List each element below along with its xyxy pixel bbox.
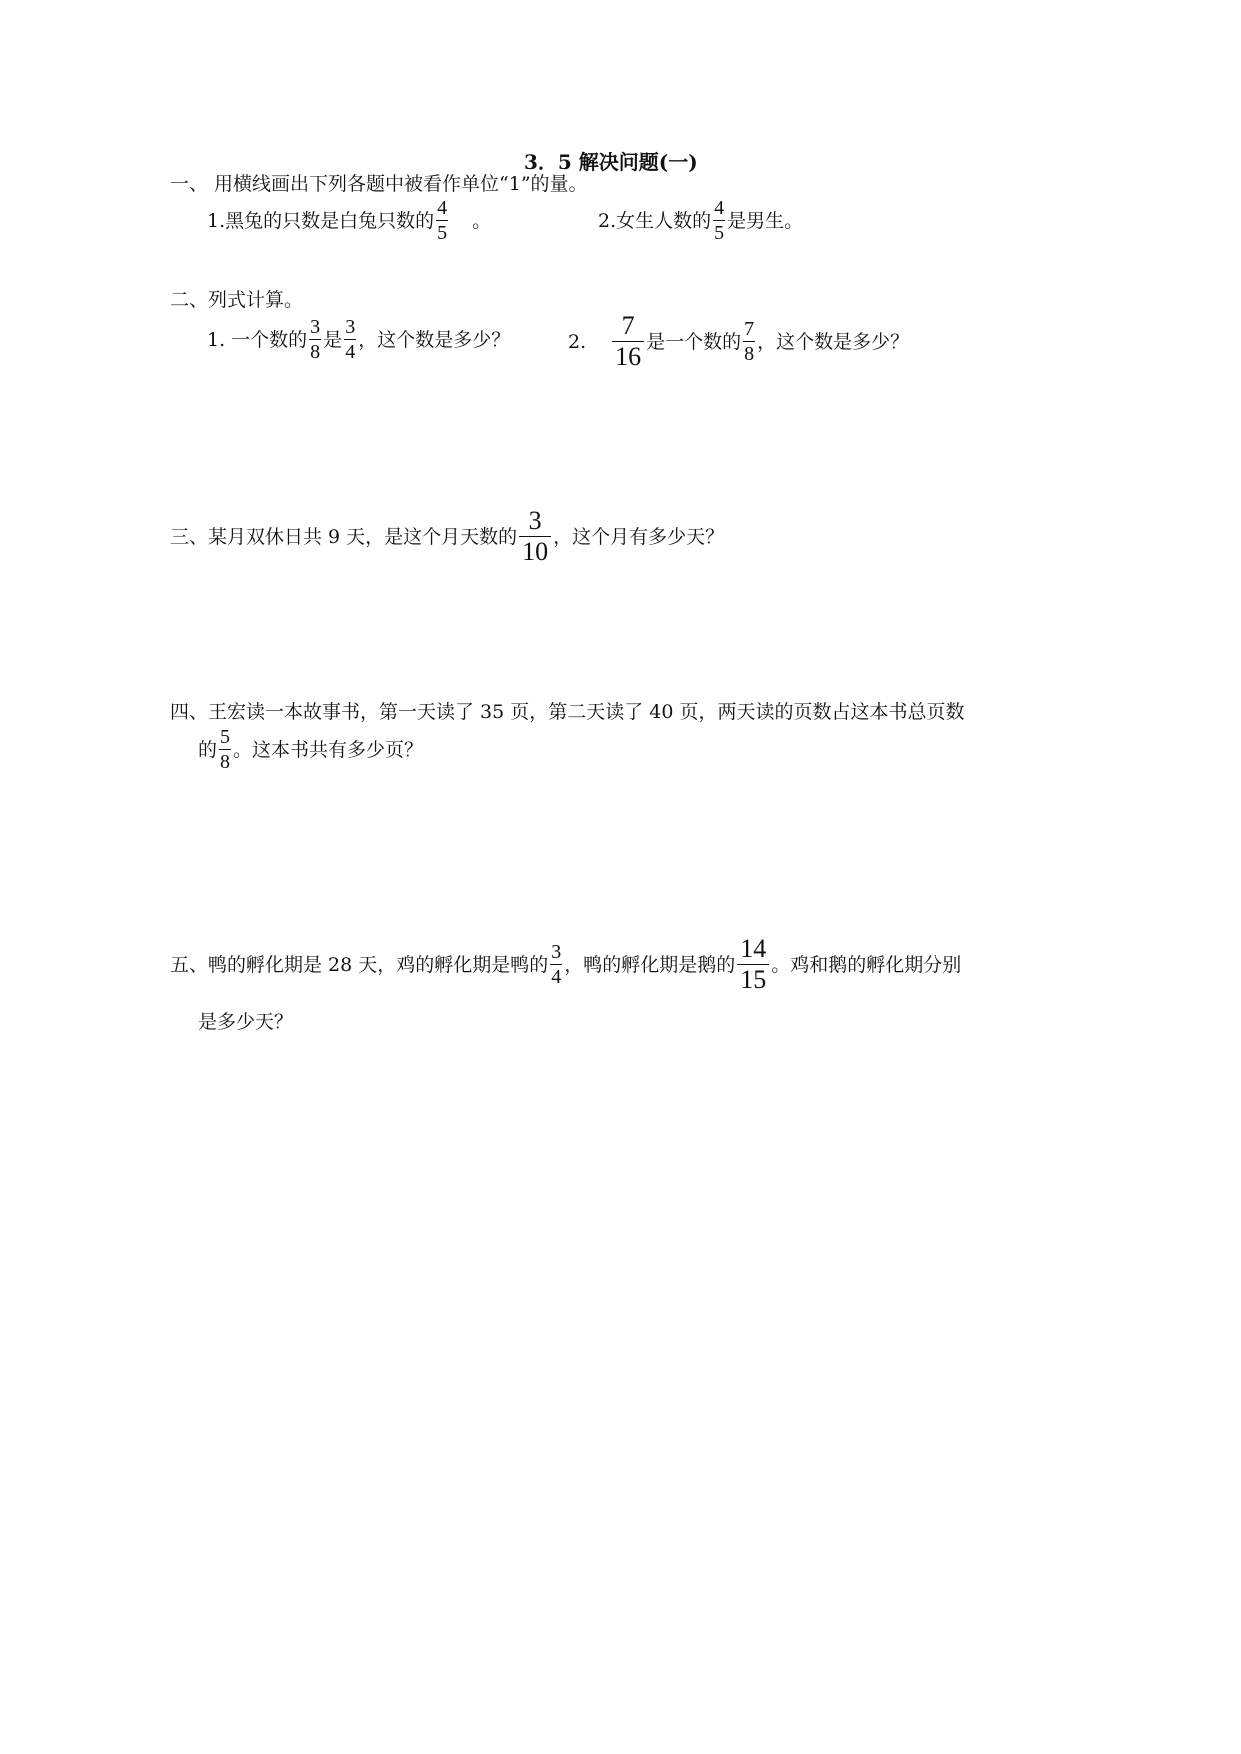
fraction-bar <box>713 220 725 221</box>
section-4-question-line-2 <box>198 726 423 773</box>
section-1-question-2 <box>598 197 803 244</box>
question-text: ，这个数是多少？ <box>757 330 910 353</box>
fraction <box>713 197 725 244</box>
fraction-denominator: 8 <box>310 341 321 363</box>
fraction <box>737 935 769 994</box>
fraction-numerator: 4 <box>437 197 448 219</box>
fraction-numerator: 14 <box>740 934 767 963</box>
fraction-numerator: 3 <box>551 941 562 963</box>
fraction-denominator: 4 <box>345 341 356 363</box>
question-text: 是 <box>323 328 343 351</box>
question-text: 2. <box>568 330 587 353</box>
fraction-denominator: 16 <box>615 342 642 371</box>
fraction <box>219 726 231 773</box>
fraction-denominator: 4 <box>551 966 562 988</box>
fraction <box>519 507 551 566</box>
question-text: 三、某月双休日共 9 天，是这个月天数的 <box>170 525 518 548</box>
question-text: 是男生。 <box>727 209 804 232</box>
page-title <box>524 150 698 174</box>
fraction <box>436 197 448 244</box>
fraction <box>612 312 644 371</box>
fraction-numerator: 7 <box>621 311 635 340</box>
fraction-numerator: 3 <box>528 506 542 535</box>
fraction-denominator: 5 <box>714 222 725 244</box>
page-title-text: 3．5 解决问题(一) <box>524 150 698 174</box>
fraction-numerator: 7 <box>744 318 755 340</box>
section-3-question <box>170 507 724 566</box>
question-text: 四、王宏读一本故事书，第一天读了 35 页，第二天读了 40 页，两天读的页数占这本书总页数 <box>170 701 965 723</box>
question-text: 1.黑兔的只数是白兔只数的 <box>207 209 435 232</box>
section-2-heading <box>170 288 303 312</box>
section-2-question-2 <box>568 312 909 371</box>
fraction-denominator: 5 <box>437 222 448 244</box>
fraction-bar <box>743 341 755 342</box>
section-5-question-line-2 <box>198 1010 293 1034</box>
question-text: 五、鸭的孵化期是 28 天，鸡的孵化期是鸭的 <box>170 953 549 976</box>
fraction-bar <box>550 964 562 965</box>
fraction <box>550 941 562 988</box>
section-1-heading <box>170 172 588 196</box>
section-4-question-line-1 <box>170 700 965 724</box>
fraction-bar <box>436 220 448 221</box>
section-2-question-1 <box>207 316 510 363</box>
fraction-bar <box>309 339 321 340</box>
question-text: 1. 一个数的 <box>207 328 308 351</box>
question-text: ，这个月有多少天？ <box>553 525 725 548</box>
fraction-numerator: 3 <box>310 316 321 338</box>
question-text: 的 <box>198 738 218 761</box>
fraction-numerator: 4 <box>714 197 725 219</box>
section-5-question-line-1 <box>170 935 961 994</box>
question-text: ，这个数是多少？ <box>358 328 511 351</box>
fraction-numerator: 3 <box>345 316 356 338</box>
fraction-denominator: 10 <box>522 537 549 566</box>
section-2-heading-text: 二、列式计算。 <box>170 289 304 311</box>
fraction <box>309 316 321 363</box>
fraction <box>743 318 755 365</box>
fraction-denominator: 8 <box>220 751 231 773</box>
section-1-question-1 <box>207 197 491 244</box>
question-text: ，鸭的孵化期是鹅的 <box>564 953 736 976</box>
fraction-numerator: 5 <box>220 726 231 748</box>
fraction <box>344 316 356 363</box>
question-text: 。 <box>472 209 492 232</box>
fraction-denominator: 15 <box>740 965 767 994</box>
fraction-bar <box>344 339 356 340</box>
fraction-bar <box>219 749 231 750</box>
question-text: 是多少天？ <box>198 1011 294 1033</box>
question-text: 2.女生人数的 <box>598 209 712 232</box>
section-1-heading-text: 一、 用横线画出下列各题中被看作单位“1”的量。 <box>170 173 588 195</box>
question-text: 是一个数的 <box>646 330 742 353</box>
question-text: 。这本书共有多少页？ <box>233 738 424 761</box>
question-text: 。鸡和鹅的孵化期分别 <box>771 953 962 976</box>
fraction-denominator: 8 <box>744 343 755 365</box>
